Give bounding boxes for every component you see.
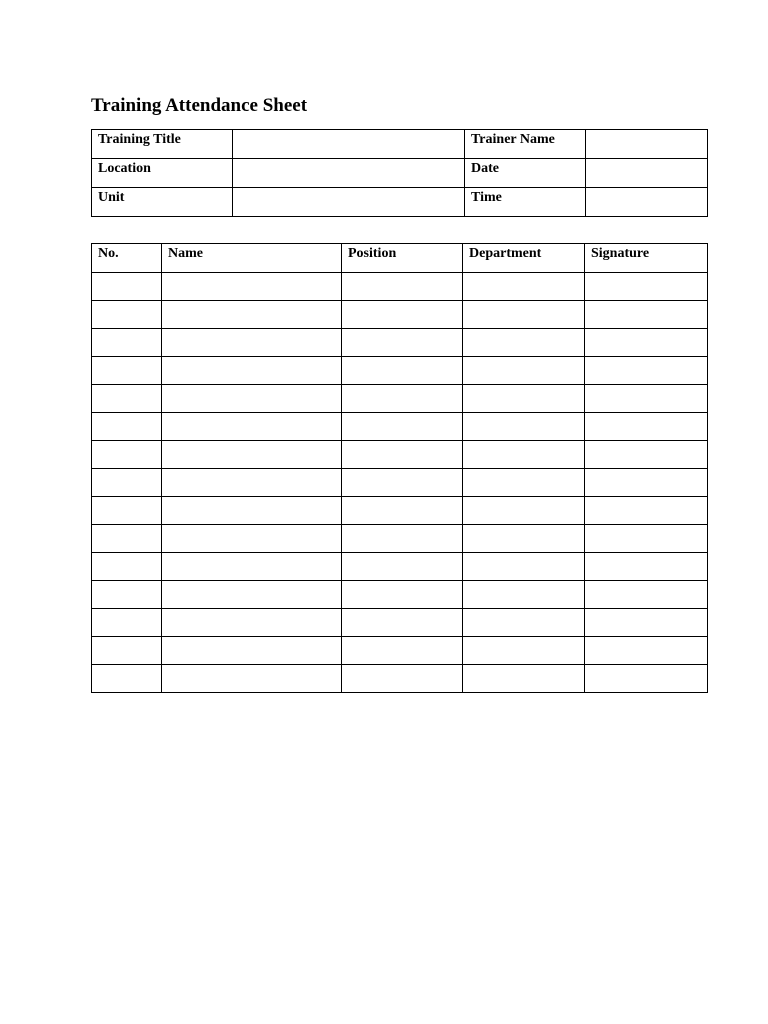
table-row bbox=[92, 357, 708, 385]
cell-signature[interactable] bbox=[585, 637, 708, 665]
cell-department[interactable] bbox=[463, 497, 585, 525]
date-value[interactable] bbox=[586, 159, 708, 188]
cell-name[interactable] bbox=[162, 497, 342, 525]
time-label: Time bbox=[465, 188, 586, 217]
cell-name[interactable] bbox=[162, 665, 342, 693]
cell-no[interactable] bbox=[92, 441, 162, 469]
cell-signature[interactable] bbox=[585, 609, 708, 637]
cell-name[interactable] bbox=[162, 329, 342, 357]
column-header-name: Name bbox=[162, 244, 342, 273]
cell-position[interactable] bbox=[342, 553, 463, 581]
cell-name[interactable] bbox=[162, 301, 342, 329]
cell-no[interactable] bbox=[92, 329, 162, 357]
cell-signature[interactable] bbox=[585, 441, 708, 469]
cell-department[interactable] bbox=[463, 553, 585, 581]
cell-department[interactable] bbox=[463, 413, 585, 441]
cell-signature[interactable] bbox=[585, 273, 708, 301]
table-row bbox=[92, 637, 708, 665]
attendance-table bbox=[91, 243, 708, 693]
cell-name[interactable] bbox=[162, 469, 342, 497]
column-header-signature: Signature bbox=[585, 244, 708, 273]
cell-no[interactable] bbox=[92, 385, 162, 413]
table-row bbox=[92, 329, 708, 357]
trainer-name-value[interactable] bbox=[586, 130, 708, 159]
column-header-position: Position bbox=[342, 244, 463, 273]
cell-signature[interactable] bbox=[585, 385, 708, 413]
cell-no[interactable] bbox=[92, 497, 162, 525]
table-row bbox=[92, 609, 708, 637]
table-row bbox=[92, 525, 708, 553]
cell-signature[interactable] bbox=[585, 553, 708, 581]
cell-position[interactable] bbox=[342, 329, 463, 357]
unit-label: Unit bbox=[92, 188, 233, 217]
cell-no[interactable] bbox=[92, 581, 162, 609]
unit-value[interactable] bbox=[233, 188, 465, 217]
cell-name[interactable] bbox=[162, 413, 342, 441]
cell-no[interactable] bbox=[92, 553, 162, 581]
training-title-label: Training Title bbox=[92, 130, 233, 159]
table-row bbox=[92, 665, 708, 693]
cell-no[interactable] bbox=[92, 637, 162, 665]
cell-signature[interactable] bbox=[585, 301, 708, 329]
info-row-location bbox=[92, 159, 708, 188]
cell-no[interactable] bbox=[92, 665, 162, 693]
cell-position[interactable] bbox=[342, 665, 463, 693]
cell-position[interactable] bbox=[342, 637, 463, 665]
cell-department[interactable] bbox=[463, 609, 585, 637]
cell-position[interactable] bbox=[342, 497, 463, 525]
table-row bbox=[92, 497, 708, 525]
column-header-no: No. bbox=[92, 244, 162, 273]
attendance-header-row bbox=[92, 244, 708, 273]
column-header-department: Department bbox=[463, 244, 585, 273]
cell-position[interactable] bbox=[342, 609, 463, 637]
cell-name[interactable] bbox=[162, 525, 342, 553]
cell-no[interactable] bbox=[92, 301, 162, 329]
cell-position[interactable] bbox=[342, 469, 463, 497]
cell-name[interactable] bbox=[162, 273, 342, 301]
cell-position[interactable] bbox=[342, 413, 463, 441]
table-row bbox=[92, 385, 708, 413]
cell-signature[interactable] bbox=[585, 581, 708, 609]
time-value[interactable] bbox=[586, 188, 708, 217]
cell-position[interactable] bbox=[342, 301, 463, 329]
cell-department[interactable] bbox=[463, 273, 585, 301]
table-row bbox=[92, 413, 708, 441]
cell-department[interactable] bbox=[463, 637, 585, 665]
cell-signature[interactable] bbox=[585, 665, 708, 693]
cell-signature[interactable] bbox=[585, 497, 708, 525]
training-title-value[interactable] bbox=[233, 130, 465, 159]
cell-signature[interactable] bbox=[585, 357, 708, 385]
cell-department[interactable] bbox=[463, 525, 585, 553]
cell-name[interactable] bbox=[162, 553, 342, 581]
cell-position[interactable] bbox=[342, 441, 463, 469]
cell-position[interactable] bbox=[342, 273, 463, 301]
cell-department[interactable] bbox=[463, 357, 585, 385]
cell-position[interactable] bbox=[342, 581, 463, 609]
cell-position[interactable] bbox=[342, 385, 463, 413]
cell-department[interactable] bbox=[463, 441, 585, 469]
cell-name[interactable] bbox=[162, 609, 342, 637]
cell-position[interactable] bbox=[342, 357, 463, 385]
cell-no[interactable] bbox=[92, 469, 162, 497]
cell-department[interactable] bbox=[463, 329, 585, 357]
cell-no[interactable] bbox=[92, 525, 162, 553]
location-value[interactable] bbox=[233, 159, 465, 188]
cell-department[interactable] bbox=[463, 581, 585, 609]
table-row bbox=[92, 273, 708, 301]
info-row-unit bbox=[92, 188, 708, 217]
cell-no[interactable] bbox=[92, 357, 162, 385]
table-row bbox=[92, 469, 708, 497]
table-row bbox=[92, 441, 708, 469]
cell-department[interactable] bbox=[463, 301, 585, 329]
cell-position[interactable] bbox=[342, 525, 463, 553]
cell-name[interactable] bbox=[162, 637, 342, 665]
table-row bbox=[92, 301, 708, 329]
cell-no[interactable] bbox=[92, 413, 162, 441]
cell-name[interactable] bbox=[162, 441, 342, 469]
date-label: Date bbox=[465, 159, 586, 188]
cell-name[interactable] bbox=[162, 581, 342, 609]
location-label: Location bbox=[92, 159, 233, 188]
cell-signature[interactable] bbox=[585, 329, 708, 357]
cell-signature[interactable] bbox=[585, 413, 708, 441]
attendance-rows bbox=[92, 273, 708, 693]
document-title: Training Attendance Sheet bbox=[91, 95, 308, 116]
cell-signature[interactable] bbox=[585, 525, 708, 553]
cell-name[interactable] bbox=[162, 357, 342, 385]
cell-no[interactable] bbox=[92, 273, 162, 301]
info-row-training-title bbox=[92, 130, 708, 159]
table-row bbox=[92, 553, 708, 581]
training-info-table bbox=[91, 129, 708, 217]
cell-signature[interactable] bbox=[585, 469, 708, 497]
trainer-name-label: Trainer Name bbox=[465, 130, 586, 159]
table-row bbox=[92, 581, 708, 609]
cell-department[interactable] bbox=[463, 469, 585, 497]
cell-name[interactable] bbox=[162, 385, 342, 413]
cell-department[interactable] bbox=[463, 385, 585, 413]
cell-no[interactable] bbox=[92, 609, 162, 637]
cell-department[interactable] bbox=[463, 665, 585, 693]
